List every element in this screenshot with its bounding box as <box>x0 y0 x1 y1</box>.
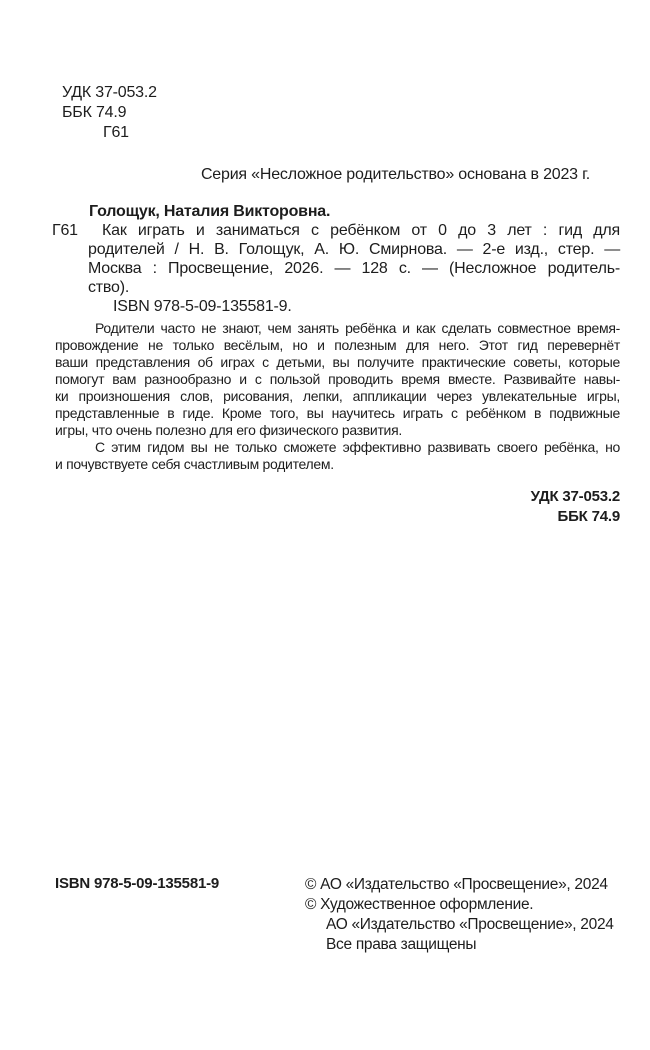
series-note: Серия «Несложное родительство» основана в 2023 г. <box>200 166 591 183</box>
text-line: Москва : Просвещение, 2026. — 128 с. — (Несложное родитель- <box>88 260 620 277</box>
copyright-block <box>305 875 614 955</box>
text-line: ство). <box>88 279 130 296</box>
description-lines <box>88 221 620 297</box>
text-line: представленные в гиде. Кроме того, вы научитесь играть с ребёнком в подвижные <box>55 405 620 421</box>
classification-codes-bottom <box>55 487 620 527</box>
text-line: © Художественное оформление. <box>305 896 534 913</box>
footer-isbn: ISBN 978-5-09-135581-9 <box>55 875 220 892</box>
text-line: игры, что очень полезно для его физического развития. <box>55 422 402 438</box>
bbk-code-bottom: ББК 74.9 <box>557 508 620 525</box>
annotation-paragraph-2 <box>55 439 620 473</box>
udk-code: УДК 37-053.2 <box>62 84 157 101</box>
annotation <box>55 320 620 473</box>
text-line: Как играть и заниматься с ребёнком от 0 до 3 лет : гид для <box>102 222 620 239</box>
annotation-paragraph-1 <box>55 320 620 439</box>
author-sign-margin: Г61 <box>52 222 78 239</box>
text-line: ваши представления об играх с детьми, вы получите практические советы, которые <box>55 354 620 370</box>
text-line: провождение не только весёлым, но и полезным для него. Этот гид перевернёт <box>55 337 620 353</box>
text-line: Все права защищены <box>326 936 477 953</box>
text-line: помогут вам разнообразно и с пользой проводить время вместе. Развивайте навы- <box>55 371 620 387</box>
text-line: © АО «Издательство «Просвещение», 2024 <box>305 876 608 893</box>
bibliographic-description <box>52 221 620 297</box>
text-line: ки произношения слов, рисования, лепки, аппликации через увлекательные игры, <box>55 388 620 404</box>
author-sign-code: Г61 <box>103 124 129 141</box>
text-line: Родители часто не знают, чем занять ребёнка и как сделать совместное время- <box>95 320 620 336</box>
text-line: родителей / Н. В. Голощук, А. Ю. Смирнова. — 2-е изд., стер. — <box>88 241 620 258</box>
text-line: АО «Издательство «Просвещение», 2024 <box>326 916 614 933</box>
bbk-code: ББК 74.9 <box>62 104 127 121</box>
text-line: С этим гидом вы не только сможете эффективно развивать своего ребёнка, но <box>95 439 620 455</box>
catalog-entry <box>52 202 620 316</box>
udk-code-bottom: УДК 37-053.2 <box>530 488 620 505</box>
isbn-statement: ISBN 978-5-09-135581-9. <box>113 298 292 315</box>
author-heading: Голощук, Наталия Викторовна. <box>89 203 331 220</box>
text-line: и почувствуете себя счастливым родителем. <box>55 456 334 472</box>
classification-codes-top <box>62 83 157 143</box>
